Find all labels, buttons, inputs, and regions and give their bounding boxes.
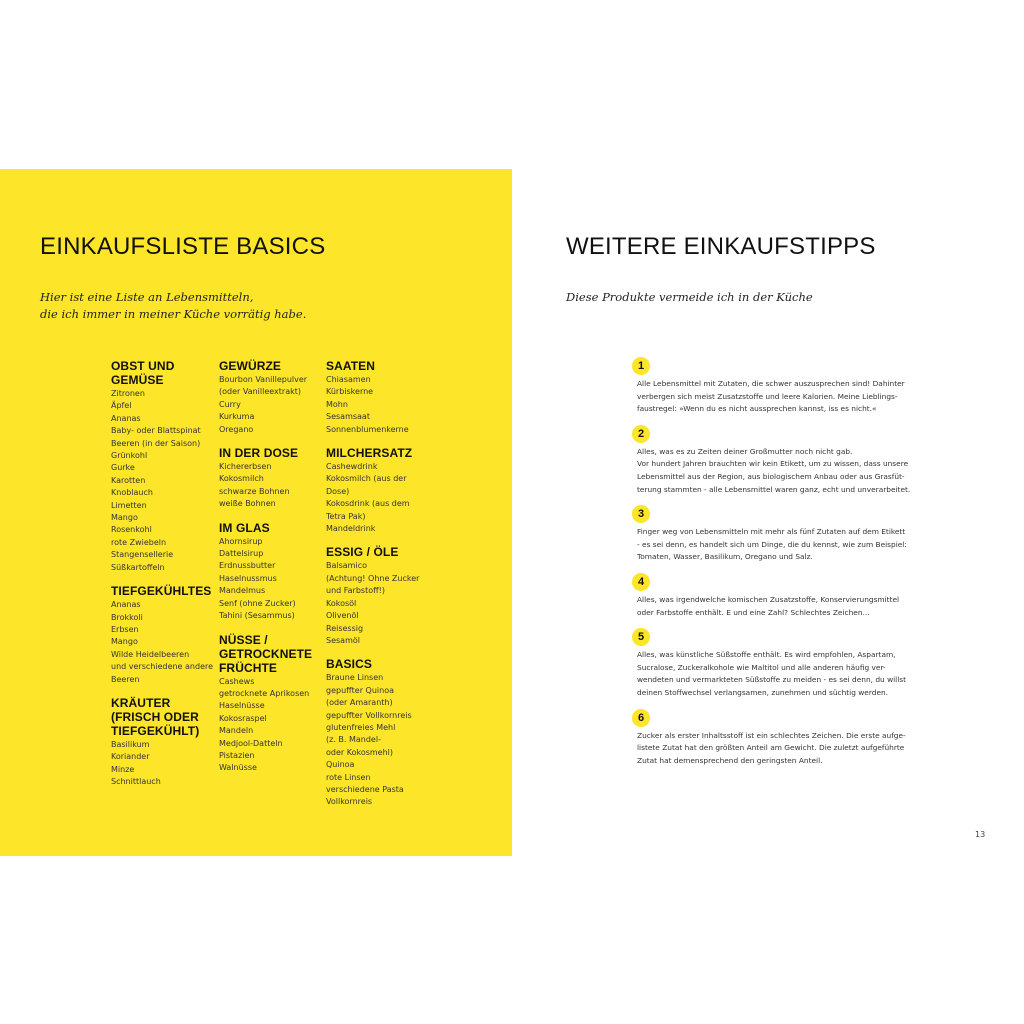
list-group-heading-line: IM GLAS: [219, 520, 270, 535]
list-group-basics: [326, 657, 432, 808]
right-intro: [566, 289, 813, 306]
list-item: Kokosöl: [326, 598, 357, 608]
list-item: Ananas: [111, 413, 141, 423]
list-item: Knoblauch: [111, 488, 153, 498]
list-item: Kürbiskerne: [326, 387, 374, 397]
list-column-2: [219, 359, 325, 785]
list-item: Curry: [219, 399, 241, 409]
tip-text-line: Vor hundert Jahren brauchten wir kein Etikett, um zu wissen, dass unsere: [637, 459, 909, 469]
list-item: Minze: [111, 764, 135, 774]
list-item: Kokosmilch (aus der: [326, 474, 407, 484]
list-item: weiße Bohnen: [219, 499, 276, 509]
tip-text-line: - es sei denn, es handelt sich um Dinge, die du kennst, wie zum Beispiel:: [637, 539, 907, 549]
tip-item: [632, 425, 932, 496]
list-item: Bourbon Vanillepulver: [219, 375, 308, 384]
list-group-heading: [111, 359, 217, 387]
list-group-items: [326, 672, 432, 808]
list-item: Tetra Pak): [326, 511, 366, 521]
list-item: Haselnüsse: [219, 701, 265, 711]
list-group-heading-line: MILCHERSATZ: [326, 446, 413, 461]
tip-item: [632, 709, 932, 768]
list-group-heading-line: GEMÜSE: [111, 373, 164, 387]
list-group-essig-öle: [326, 545, 432, 647]
list-item: Chiasamen: [326, 375, 371, 384]
list-group-heading-line: BASICS: [326, 657, 372, 672]
list-group-kräuter-frisch-oder-tiefgekühlt: [111, 696, 217, 789]
list-column-3: [326, 359, 432, 819]
list-item: Mohn: [326, 399, 348, 409]
list-item: glutenfreies Mehl: [326, 722, 396, 732]
list-group-milchersatz: [326, 446, 432, 535]
list-group-items: [111, 388, 217, 574]
list-item: Kokosraspel: [219, 713, 267, 723]
list-item: Sesamöl: [326, 635, 360, 645]
list-item: Stangensellerie: [111, 550, 174, 560]
list-item: Schnittlauch: [111, 777, 161, 787]
list-group-heading: [219, 633, 325, 675]
list-item: Medjool-Datteln: [219, 738, 283, 748]
list-group-heading: [326, 359, 432, 373]
list-item: Cashews: [219, 676, 255, 686]
list-item: Mandeldrink: [326, 524, 376, 534]
tip-text-line: verbergen sich meist Zusatzstoffe und leere Kalorien. Meine Lieblings-: [637, 391, 898, 401]
list-group-heading-line: TIEFGEKÜHLT): [111, 723, 200, 738]
list-item: (Achtung! Ohne Zucker: [326, 573, 420, 583]
list-item: Beeren (in der Saison): [111, 438, 201, 448]
tips-list: [632, 357, 932, 776]
list-item: Mango: [111, 637, 138, 647]
list-item: Pistazien: [219, 750, 255, 760]
tip-item: [632, 573, 932, 619]
list-item: Beeren: [111, 674, 140, 684]
list-item: Oregano: [219, 424, 254, 434]
tip-number-badge: 6: [632, 709, 650, 727]
list-item: Kokosdrink (aus dem: [326, 499, 410, 509]
list-item: Vollkornreis: [326, 797, 373, 807]
tip-text-line: Zucker als erster Inhaltsstoff ist ein schlechtes Zeichen. Die erste aufge-: [637, 730, 906, 740]
list-group-heading-line: IN DER DOSE: [219, 446, 299, 461]
right-intro-line: Diese Produkte vermeide ich in der Küche: [566, 290, 813, 304]
list-group-heading: [219, 359, 325, 373]
list-item: Dattelsirup: [219, 549, 264, 559]
list-group-obst-und-gemüse: [111, 359, 217, 574]
list-item: Erbsen: [111, 624, 139, 634]
list-item: Quinoa: [326, 760, 355, 770]
list-item: rote Linsen: [326, 772, 371, 782]
list-group-heading-line: (FRISCH ODER: [111, 709, 199, 724]
tip-text-line: Alle Lebensmittel mit Zutaten, die schwer auszusprechen sind! Dahinter: [637, 379, 905, 388]
list-group-saaten: [326, 359, 432, 436]
list-item: rote Zwiebeln: [111, 537, 167, 547]
list-item: gepuffter Quinoa: [326, 685, 395, 695]
left-intro-line: die ich immer in meiner Küche vorrätig habe.: [40, 307, 307, 321]
list-item: Koriander: [111, 752, 150, 762]
list-item: Balsamico: [326, 561, 367, 571]
tip-text-line: Zutat hat demensprechend den geringsten Anteil.: [637, 755, 823, 765]
list-item: und verschiedene andere: [111, 662, 214, 672]
list-item: Zitronen: [111, 389, 145, 398]
tip-text-line: Finger weg von Lebensmitteln mit mehr als fünf Zutaten auf dem Etikett: [637, 527, 906, 537]
list-item: und Farbstoff!): [326, 586, 385, 596]
list-group-heading: [326, 446, 432, 460]
tip-text-line: deinen Stoffwechsel verlangsamen, zunehmen und süchtig werden.: [637, 687, 889, 697]
tip-text-line: listete Zutat hat den größten Anteil am Gewicht. Die zuletzt aufgeführte: [637, 743, 905, 753]
left-intro: [40, 289, 306, 323]
list-item: Äpfel: [111, 401, 132, 411]
tip-number-badge: 2: [632, 425, 650, 443]
list-item: (oder Vanilleextrakt): [219, 387, 301, 397]
list-item: Tahini (Sesammus): [219, 611, 295, 621]
list-group-heading-line: TIEFGEKÜHLTES: [111, 584, 212, 599]
tip-text-line: terung stammten - alle Lebensmittel waren ganz, echt und unverarbeitet.: [637, 484, 911, 494]
list-group-heading: [326, 545, 432, 559]
list-item: Braune Linsen: [326, 673, 384, 683]
list-group-heading: [111, 696, 217, 738]
list-group-items: [111, 739, 217, 789]
list-item: gepuffter Vollkornreis: [326, 710, 412, 720]
tip-item: [632, 628, 932, 699]
list-item: Süßkartoffeln: [111, 562, 165, 572]
list-item: Baby- oder Blattspinat: [111, 426, 201, 436]
list-group-heading: [219, 521, 325, 535]
list-item: Kichererbsen: [219, 462, 272, 472]
list-item: Mandeln: [219, 726, 254, 736]
list-item: Mango: [111, 513, 138, 523]
left-intro-line: Hier ist eine Liste an Lebensmitteln,: [40, 290, 254, 304]
tip-text-line: wendeten und vermarkteten Süßstoffe zu meiden - es sei denn, du willst: [637, 675, 907, 685]
list-item: Senf (ohne Zucker): [219, 598, 296, 608]
tip-number-badge: 4: [632, 573, 650, 591]
list-item: Basilikum: [111, 739, 150, 749]
list-item: Rosenkohl: [111, 525, 152, 535]
list-group-heading-line: GEWÜRZE: [219, 359, 282, 373]
list-group-heading-line: SAATEN: [326, 359, 376, 373]
list-group-items: [219, 536, 325, 623]
list-column-1: [111, 359, 217, 799]
list-item: Wilde Heidelbeeren: [111, 649, 190, 659]
list-group-items: [326, 461, 432, 535]
list-item: Mandelmus: [219, 586, 266, 596]
list-item: Ananas: [111, 600, 141, 610]
list-item: Sonnenblumenkerne: [326, 424, 409, 434]
list-item: Kurkuma: [219, 412, 255, 422]
list-group-nüsse-getrocknete-früchte: [219, 633, 325, 775]
tip-text-line: oder Farbstoffe enthält. E und eine Zahl? Schlechtes Zeichen…: [637, 607, 870, 617]
list-group-heading-line: ESSIG / ÖLE: [326, 545, 399, 560]
list-group-heading-line: OBST UND: [111, 359, 175, 373]
tip-text-line: faustregel: »Wenn du es nicht aussprechen kannst, iss es nicht.«: [637, 404, 877, 414]
list-item: Walnüsse: [219, 763, 257, 773]
tip-text-line: Alles, was es zu Zeiten deiner Großmutter noch nicht gab.: [637, 446, 853, 456]
list-item: Karotten: [111, 475, 146, 485]
list-group-heading-line: KRÄUTER: [111, 695, 171, 710]
list-group-items: [326, 560, 432, 647]
list-item: Ahornsirup: [219, 536, 263, 546]
list-item: Kokosmilch: [219, 474, 264, 484]
tip-text-line: Lebensmittel aus der Region, aus biologischem Anbau oder aus Grasfüt-: [637, 471, 905, 481]
tip-text-line: Alles, was irgendwelche komischen Zusatzstoffe, Konservierungsmittel: [637, 594, 900, 604]
list-item: oder Kokosmehl): [326, 747, 394, 757]
tip-item: [632, 357, 932, 416]
list-group-items: [219, 676, 325, 775]
list-item: (z. B. Mandel-: [326, 735, 381, 745]
list-item: Gurke: [111, 463, 135, 473]
left-page-title: EINKAUFSLISTE BASICS: [40, 233, 326, 260]
list-item: Reisessig: [326, 623, 364, 633]
list-group-tiefgekühltes: [111, 584, 217, 686]
list-item: Erdnussbutter: [219, 561, 276, 571]
list-item: (oder Amaranth): [326, 698, 393, 708]
list-item: Sesamsaat: [326, 412, 370, 422]
tip-number-badge: 5: [632, 628, 650, 646]
page-number: 13: [975, 830, 986, 839]
list-group-heading: [326, 657, 432, 671]
tip-number-badge: 3: [632, 505, 650, 523]
list-item: Olivenöl: [326, 611, 359, 621]
list-group-items: [219, 461, 325, 511]
list-item: getrocknete Aprikosen: [219, 688, 310, 698]
tip-item: [632, 505, 932, 564]
list-group-heading-line: NÜSSE /: [219, 632, 268, 647]
list-item: Dose): [326, 486, 350, 496]
list-group-in-der-dose: [219, 446, 325, 511]
list-group-items: [326, 374, 432, 436]
list-group-items: [111, 599, 217, 686]
list-group-gewürze: [219, 359, 325, 436]
list-group-items: [219, 374, 325, 436]
list-item: Haselnussmus: [219, 573, 277, 583]
list-group-heading: [219, 446, 325, 460]
list-group-heading-line: FRÜCHTE: [219, 660, 278, 675]
tip-text-line: Sucralose, Zuckeralkohole wie Maltitol und alle anderen häufig ver-: [637, 662, 886, 672]
list-item: Grünkohl: [111, 451, 148, 461]
tip-text-line: Alles, was künstliche Süßstoffe enthält. Es wird empfohlen, Aspartam,: [637, 650, 896, 660]
list-item: schwarze Bohnen: [219, 486, 290, 496]
list-item: Limetten: [111, 500, 147, 510]
list-item: verschiedene Pasta: [326, 784, 404, 794]
tip-text-line: Tomaten, Wasser, Basilikum, Oregano und Salz.: [637, 552, 813, 562]
right-page-title: WEITERE EINKAUFSTIPPS: [566, 233, 876, 260]
list-group-heading: [111, 584, 217, 598]
list-group-im-glas: [219, 521, 325, 623]
list-group-heading-line: GETROCKNETE: [219, 646, 313, 661]
list-item: Cashewdrink: [326, 462, 378, 472]
list-item: Brokkoli: [111, 612, 143, 622]
tip-number-badge: 1: [632, 357, 650, 375]
